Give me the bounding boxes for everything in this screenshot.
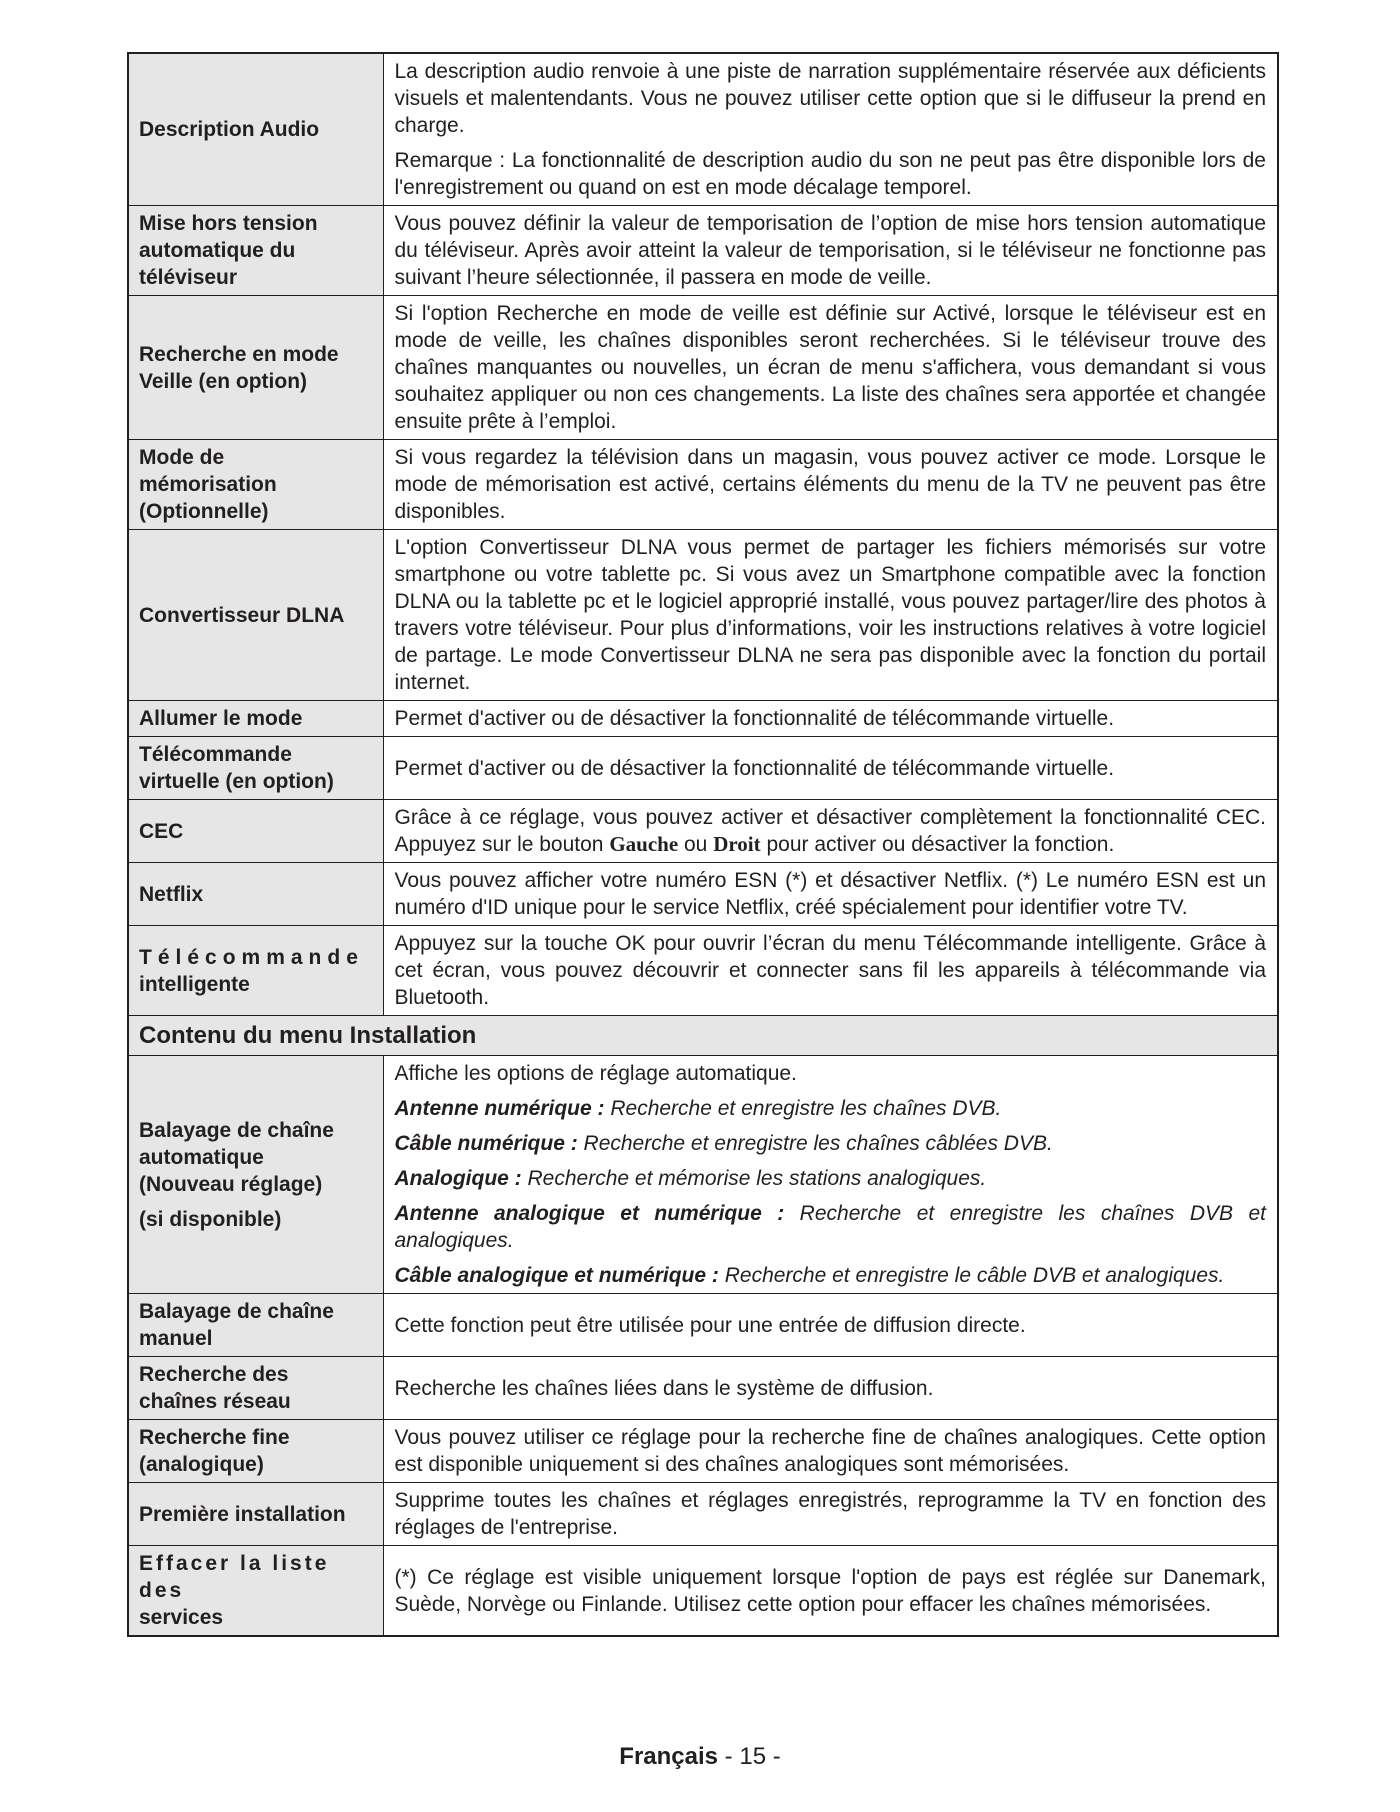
row-description-text: Permet d'activer ou de désactiver la fonctionnalité de télécommande virtuelle. (394, 707, 1115, 730)
scan-option (395, 1262, 1267, 1289)
row-label-line: intelligente (139, 972, 250, 996)
right-button-name: Droit (713, 832, 761, 856)
row-label-line: Mise hors tension (139, 212, 318, 235)
scan-option-text: Recherche et mémorise les stations analogiques. (521, 1167, 987, 1190)
table-row (128, 530, 1278, 701)
table-row (128, 440, 1278, 530)
row-description-text: Permet d'activer ou de désactiver la fonctionnalité de télécommande virtuelle. (394, 756, 1115, 780)
row-label-line: Veille (en option) (139, 369, 308, 393)
row-label-line: virtuelle (en option) (139, 770, 334, 793)
scan-option-term: Analogique : (394, 1167, 522, 1190)
row-label-line: automatique du (139, 239, 296, 262)
page-footer (0, 1743, 1400, 1771)
row-description-text: Cette fonction peut être utilisée pour une entrée de diffusion directe. (394, 1313, 1026, 1337)
row-description (383, 53, 1278, 206)
row-label (128, 1056, 383, 1294)
row-label-line: services (139, 1606, 224, 1629)
row-label-line: mémorisation (139, 473, 277, 496)
settings-rows-group-a (128, 53, 1278, 800)
table-row-cec (128, 800, 1278, 863)
row-description-text: Recherche les chaînes liées dans le système de diffusion. (394, 1376, 934, 1400)
row-description (383, 1483, 1278, 1546)
row-label (128, 1357, 383, 1420)
scan-option-term: Câble analogique et numérique : (394, 1264, 719, 1287)
row-label-line: chaînes réseau (139, 1390, 291, 1413)
row-description-text: Si vous regardez la télévision dans un magasin, vous pouvez activer ce mode. Lorsque le mode de mémorisation est activé, certains éléments du menu de la TV ne peuvent pas être disponibles. (394, 446, 1266, 523)
row-description-text: (*) Ce réglage est visible uniquement lorsque l'option de pays est réglée sur Danemark, Suède, Norvège ou Finlande. Utilisez cette option pour effacer les chaînes mémorisées. (394, 1565, 1266, 1616)
table-row (128, 1546, 1278, 1637)
auto-scan-intro: Affiche les options de réglage automatique. (394, 1062, 797, 1085)
scan-option-text: Recherche et enregistre les chaînes câblées DVB. (577, 1132, 1053, 1155)
row-label-line: Recherche fine (139, 1426, 290, 1449)
row-label-line: automatique (139, 1145, 264, 1169)
row-label (128, 1294, 383, 1357)
table-row (128, 296, 1278, 440)
cec-text-part: Grâce à ce réglage, vous pouvez activer et désactiver complètement la fonctionnalité CEC. Appuyez sur le bouton (394, 806, 1266, 856)
row-label-line: manuel (139, 1327, 213, 1350)
row-description-text: Supprime toutes les chaînes et réglages enregistrés, reprogramme la TV en fonction des réglages de l'entreprise. (394, 1489, 1266, 1539)
row-description-text (395, 804, 1267, 858)
row-label-line: Télécommande (139, 945, 364, 969)
table-row (128, 206, 1278, 296)
table-row (128, 1357, 1278, 1420)
row-description (383, 1420, 1278, 1483)
row-description (383, 1294, 1278, 1357)
table-row (128, 737, 1278, 800)
left-button-name: Gauche (609, 832, 679, 856)
row-description-text: La description audio renvoie à une piste de narration supplémentaire réservée aux déficients visuels et malentendants. Vous ne pouvez utiliser cette option que si le diffuseur la prend en charge. (394, 60, 1266, 137)
scan-option-text: Recherche et enregistre le câble DVB et analogiques. (718, 1264, 1225, 1287)
row-description-text: Vous pouvez définir la valeur de temporisation de l’option de mise hors tension automatique du téléviseur. Après avoir atteint la valeur de temporisation, si le téléviseur ne fonctionne pas suivant l’heure sélectionnée, il passera en mode de veille. (394, 212, 1266, 289)
settings-table (127, 52, 1279, 1637)
row-description-text: Si l'option Recherche en mode de veille est définie sur Activé, lorsque le téléviseur est en mode de veille, les chaînes disponibles seront recherchées. Si le téléviseur trouve des chaînes manquantes ou nouvelles, un écran de menu s'affichera, vous demandant si vous souhaitez appliquer ou non ces changements. La liste des chaînes sera apportée et changée ensuite prête à l’emploi. (394, 302, 1266, 433)
cec-text-part: pour activer ou désactiver la fonction. (760, 833, 1115, 856)
row-label-line: (Nouveau réglage) (139, 1172, 323, 1196)
row-description-text: Vous pouvez utiliser ce réglage pour la recherche fine de chaînes analogiques. Cette option est disponible uniquement si des chaînes analogiques sont mémorisées. (394, 1426, 1266, 1476)
row-description-text: Vous pouvez afficher votre numéro ESN (*) et désactiver Netflix. (*) Le numéro ESN est un numéro d'ID unique pour le service Netflix, créé spécialement pour identifier votre TV. (394, 869, 1266, 919)
row-label (128, 1420, 383, 1483)
row-description-text: Appuyez sur la touche OK pour ouvrir l’écran du menu Télécommande intelligente. Grâce à cet écran, vous pouvez découvrir et connecter sans fil les appareils à télécommande via Bluetooth. (394, 932, 1266, 1009)
table-row (128, 1483, 1278, 1546)
row-label (128, 1546, 383, 1637)
row-description-text: L'option Convertisseur DLNA vous permet de partager les fichiers mémorisés sur votre smartphone ou votre tablette pc. Si vous avez un Smartphone compatible avec la fonction DLNA ou la tablette pc et le logiciel approprié installé, vous pouvez partager/lire des photos à travers votre téléviseur. Pour plus d’informations, voir les instructions relatives à votre logiciel de partage. Le mode Convertisseur DLNA ne sera pas disponible avec la fonction du portail internet. (394, 536, 1266, 694)
row-label (128, 863, 383, 926)
row-description (383, 863, 1278, 926)
row-label (128, 206, 383, 296)
row-description (383, 530, 1278, 701)
row-description (383, 926, 1278, 1016)
cec-row-group (128, 800, 1278, 863)
row-label-line: Effacer la liste des (139, 1552, 330, 1602)
row-label (128, 737, 383, 800)
table-row (128, 1294, 1278, 1357)
scan-option-term: Câble numérique : (394, 1132, 578, 1155)
section-header-row (128, 1016, 1278, 1056)
scan-option (395, 1095, 1267, 1122)
cec-text-part: ou (678, 833, 714, 856)
row-description (383, 296, 1278, 440)
table-row (128, 701, 1278, 737)
scan-option-term: Antenne analogique et numérique : (394, 1202, 785, 1225)
row-description (383, 1056, 1278, 1294)
row-description (383, 1357, 1278, 1420)
row-label-line: (Optionnelle) (139, 500, 269, 523)
row-label (128, 530, 383, 701)
table-row-auto-scan (128, 1056, 1278, 1294)
row-label-line: Convertisseur DLNA (139, 603, 345, 627)
table-row (128, 1420, 1278, 1483)
row-description (383, 800, 1278, 863)
row-label-line: téléviseur (139, 266, 238, 289)
row-label-line: (analogique) (139, 1453, 264, 1476)
row-label-line: Télécommande (139, 743, 292, 766)
row-description (383, 701, 1278, 737)
row-label (128, 800, 383, 863)
settings-rows-group-c (128, 1294, 1278, 1637)
row-label (128, 296, 383, 440)
row-description-text: Remarque : La fonctionnalité de description audio du son ne peut pas être disponible lors de l'enregistrement ou quand on est en mode décalage temporel. (394, 149, 1266, 199)
row-label (128, 1483, 383, 1546)
row-label-line: Mode de (139, 446, 225, 469)
table-row (128, 926, 1278, 1016)
row-label-line: Description Audio (139, 118, 320, 141)
row-label-line: CEC (139, 819, 184, 843)
row-label-line: Recherche en mode (139, 342, 339, 366)
settings-rows-group-b (128, 863, 1278, 1016)
row-label (128, 440, 383, 530)
scan-option (395, 1165, 1267, 1192)
row-description (383, 1546, 1278, 1637)
row-label-line: Recherche des (139, 1363, 289, 1386)
row-description (383, 737, 1278, 800)
section-title: Contenu du menu Installation (128, 1016, 1278, 1056)
row-label (128, 926, 383, 1016)
row-label-line: Balayage de chaîne (139, 1300, 334, 1323)
row-description (383, 440, 1278, 530)
scan-option-term: Antenne numérique : (394, 1097, 605, 1120)
row-label (128, 53, 383, 206)
row-label-line: Balayage de chaîne (139, 1118, 334, 1142)
row-label-line: (si disponible) (139, 1207, 282, 1231)
footer-page-number: - 15 - (718, 1743, 781, 1770)
row-label-line: Allumer le mode (139, 707, 303, 730)
row-label-line: Première installation (139, 1502, 346, 1526)
scan-option-text: Recherche et enregistre les chaînes DVB et analogiques. (394, 1202, 1266, 1252)
footer-language: Français (619, 1743, 719, 1770)
scan-option-text: Recherche et enregistre les chaînes DVB. (604, 1097, 1002, 1120)
table-row (128, 863, 1278, 926)
row-label-line: Netflix (139, 882, 204, 906)
scan-option (395, 1130, 1267, 1157)
row-description (383, 206, 1278, 296)
scan-option (395, 1200, 1267, 1254)
table-row (128, 53, 1278, 206)
row-label (128, 701, 383, 737)
installation-section (128, 1016, 1278, 1294)
